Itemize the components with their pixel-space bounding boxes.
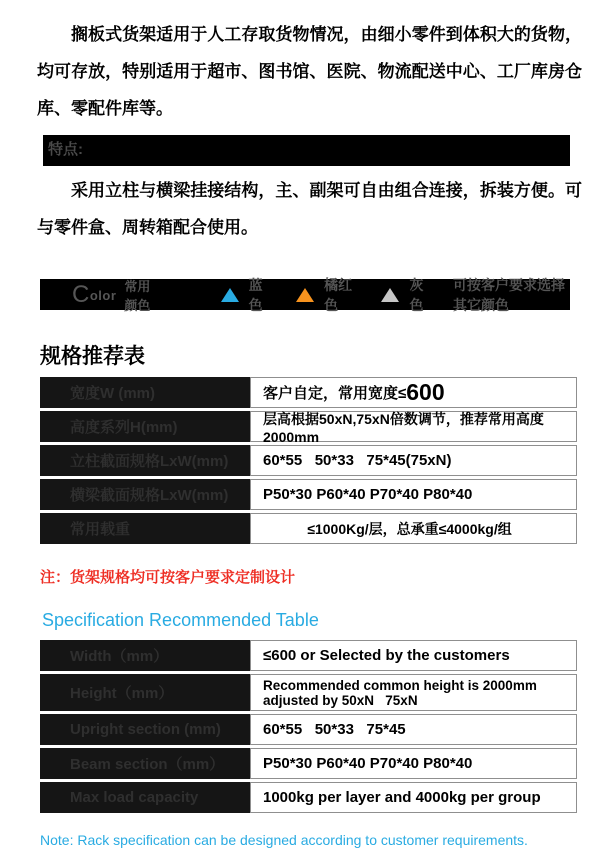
intro-paragraph: 搁板式货架适用于人工存取货物情况，由细小零件到体积大的货物，均可存放，特别适用于超市、图书馆、医院、物流配送中心、工厂库房仓库、零配件库等。 xyxy=(37,25,582,118)
table-row xyxy=(40,513,577,544)
table-row xyxy=(40,640,577,671)
row-value-line1: Recommended common height is 2000mm xyxy=(263,677,537,693)
row-label: 高度系列H(mm) xyxy=(40,411,250,442)
row-value: ≤1000Kg/层，总承重≤4000kg/组 xyxy=(250,513,577,544)
color-word xyxy=(72,281,116,309)
row-value-line2: adjusted by 50xN 75xN xyxy=(263,692,418,708)
gray-triangle-icon xyxy=(381,288,399,302)
en-custom-note: Note: Rack specification can be designed according to customer requirements. xyxy=(40,832,528,848)
row-value xyxy=(250,377,577,408)
row-label: 宽度W (mm) xyxy=(40,377,250,408)
color-word-rest: olor xyxy=(89,287,117,303)
cn-custom-note: 注：货架规格均可按客户要求定制设计 xyxy=(40,569,296,586)
row-label: 立柱截面规格LxW(mm) xyxy=(40,445,250,476)
row-value: P50*30 P60*40 P70*40 P80*40 xyxy=(250,748,577,779)
row-label: 常用载重 xyxy=(40,513,250,544)
color-label-cn: 常用颜色 xyxy=(124,278,151,313)
row-label: Height（mm） xyxy=(40,674,250,711)
color-options-bar xyxy=(40,276,570,313)
table-row xyxy=(40,674,577,711)
orange-swatch-label: 橘红色 xyxy=(324,276,353,313)
row-value: 60*55 50*33 75*45(75xN) xyxy=(250,445,577,476)
features-bar xyxy=(43,135,570,166)
table-row xyxy=(40,714,577,745)
en-table-title: Specification Recommended Table xyxy=(42,610,319,630)
cn-spec-table xyxy=(40,377,577,544)
table-row xyxy=(40,445,577,476)
row-value: 1000kg per layer and 4000kg per group xyxy=(250,782,577,813)
row-label: Max load capacity xyxy=(40,782,250,813)
row-value: ≤600 or Selected by the customers xyxy=(250,640,577,671)
table-row xyxy=(40,748,577,779)
features-bar-label: 特点: xyxy=(48,141,83,158)
row-label: 横梁截面规格LxW(mm) xyxy=(40,479,250,510)
table-row xyxy=(40,410,577,445)
blue-triangle-icon xyxy=(221,288,239,302)
row-label: Width（mm） xyxy=(40,640,250,671)
gray-swatch-label: 灰色 xyxy=(409,276,424,313)
row-value-large: 600 xyxy=(406,379,445,405)
blue-swatch-label: 蓝色 xyxy=(248,276,263,313)
row-value: 层高根据50xN,75xN倍数调节，推荐常用高度2000mm xyxy=(250,411,577,442)
table-row xyxy=(40,782,577,813)
row-label: Upright section (mm) xyxy=(40,714,250,745)
row-value-text: 客户自定，常用宽度≤ xyxy=(263,385,407,402)
row-value: 60*55 50*33 75*45 xyxy=(250,714,577,745)
row-label: Beam section（mm） xyxy=(40,748,250,779)
cn-table-title: 规格推荐表 xyxy=(40,345,145,368)
row-value xyxy=(250,674,577,711)
row-value: P50*30 P60*40 P70*40 P80*40 xyxy=(250,479,577,510)
color-custom-note: 可按客户要求选择其它颜色 xyxy=(452,276,565,313)
en-spec-table xyxy=(40,640,577,813)
table-row xyxy=(40,377,577,408)
color-word-initial: C xyxy=(72,280,90,308)
orange-triangle-icon xyxy=(296,288,314,302)
features-paragraph: 采用立柱与横梁挂接结构，主、副架可自由组合连接，拆装方便。可与零件盒、周转箱配合使用。 xyxy=(37,181,582,237)
table-row xyxy=(40,479,577,510)
